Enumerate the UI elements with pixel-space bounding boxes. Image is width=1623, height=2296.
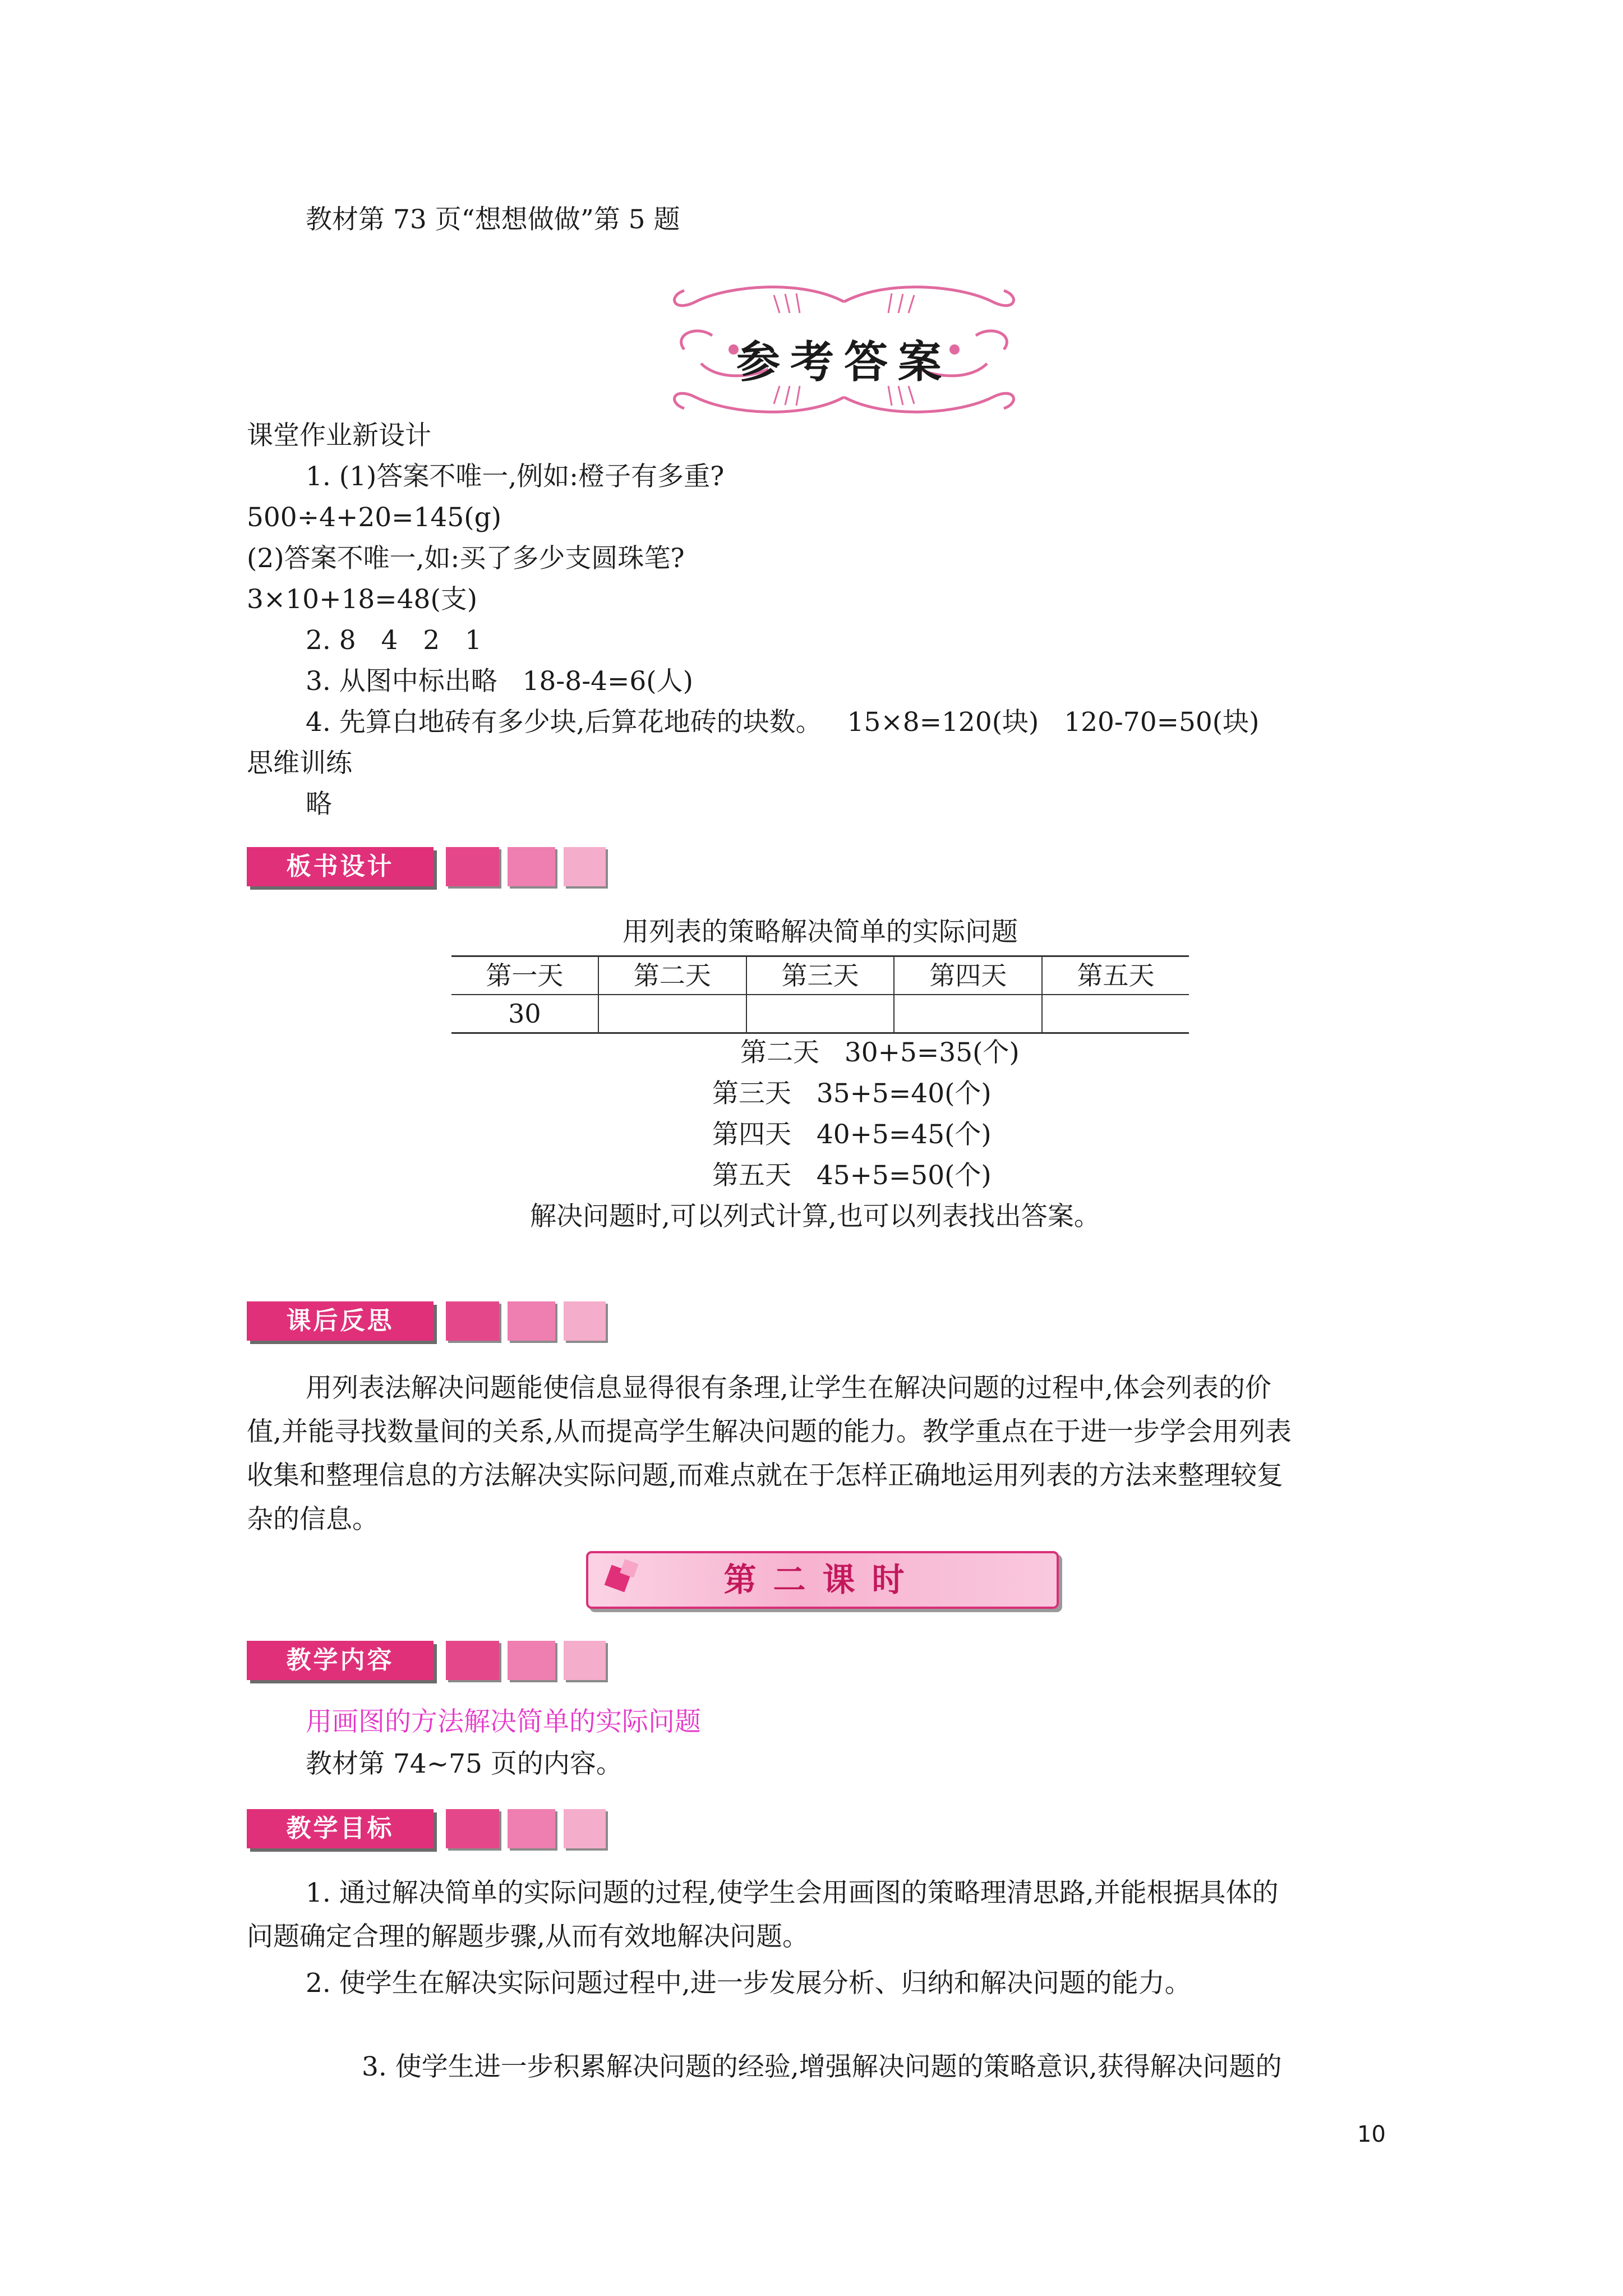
table-header-cell: 第一天 — [451, 956, 598, 995]
decor-square — [564, 847, 606, 886]
table-cell — [746, 995, 895, 1033]
table-header-cell: 第二天 — [598, 956, 746, 995]
decor-square — [564, 1301, 606, 1341]
board-step: 第四天 40+5=45(个) — [712, 1119, 992, 1150]
page-number: 10 — [1357, 2122, 1386, 2147]
board-step: 第三天 35+5=40(个) — [712, 1078, 992, 1109]
homework-q2: 2. 8 4 2 1 — [306, 625, 482, 656]
table-header-cell: 第三天 — [746, 956, 895, 995]
table-cell — [1042, 995, 1189, 1033]
answer-banner — [662, 279, 1026, 420]
goal-1-line-2: 问题确定合理的解题步骤,从而有效地解决问题。 — [247, 1921, 809, 1952]
goal-3: 3. 使学生进一步积累解决问题的经验,增强解决问题的策略意识,获得解决问题的 — [362, 2051, 1282, 2082]
reflection-label: 课后反思 — [247, 1301, 434, 1341]
table-header-cell: 第五天 — [1042, 956, 1189, 995]
table-header-cell: 第四天 — [894, 956, 1042, 995]
reflection-line: 用列表法解决问题能使信息显得很有条理,让学生在解决问题的过程中,体会列表的价 — [306, 1373, 1271, 1404]
board-step: 第二天 30+5=35(个) — [740, 1037, 1020, 1068]
board-title: 用列表的策略解决简单的实际问题 — [623, 917, 1018, 947]
content-topic: 用画图的方法解决简单的实际问题 — [306, 1706, 701, 1737]
intro-reference: 教材第 73 页“想想做做”第 5 题 — [306, 204, 680, 235]
answer-heading: 参考答案 — [736, 337, 952, 388]
decor-square — [446, 847, 499, 886]
lesson-title: 第二课时 — [723, 1561, 921, 1599]
homework-q3: 3. 从图中标出略 18-8-4=6(人) — [306, 666, 693, 697]
table-cell: 30 — [451, 995, 598, 1033]
thinking-heading: 思维训练 — [247, 748, 352, 779]
reflection-line: 值,并能寻找数量间的关系,从而提高学生解决问题的能力。教学重点在于进一步学会用列表 — [247, 1416, 1292, 1447]
decor-square — [446, 1301, 499, 1341]
reflection-section-bar — [247, 1301, 611, 1341]
board-conclusion: 解决问题时,可以列式计算,也可以列表找出答案。 — [530, 1201, 1100, 1232]
goals-section-bar — [247, 1809, 611, 1848]
content-label: 教学内容 — [247, 1641, 434, 1680]
goals-label: 教学目标 — [247, 1809, 434, 1848]
decor-square — [446, 1641, 499, 1680]
decor-square — [508, 847, 555, 886]
decor-square — [508, 1301, 555, 1341]
homework-q4: 4. 先算白地砖有多少块,后算花地砖的块数。 15×8=120(块) 120-70=50(块) — [306, 707, 1260, 738]
homework-q1a-calc: 500÷4+20=145(g) — [247, 502, 502, 533]
board-table — [451, 955, 1189, 1034]
homework-heading: 课堂作业新设计 — [247, 420, 431, 451]
table-cell — [598, 995, 746, 1033]
homework-q1b: (2)答案不唯一,如:买了多少支圆珠笔? — [247, 543, 685, 574]
homework-q1a: 1. (1)答案不唯一,例如:橙子有多重? — [306, 461, 725, 492]
thinking-answer: 略 — [306, 789, 332, 820]
board-section-bar — [247, 847, 611, 886]
content-section-bar — [247, 1641, 611, 1680]
content-reference: 教材第 74~75 页的内容。 — [306, 1749, 623, 1779]
reflection-line: 杂的信息。 — [247, 1504, 379, 1535]
board-step: 第五天 45+5=50(个) — [712, 1160, 992, 1191]
table-row — [451, 995, 1189, 1033]
board-label: 板书设计 — [247, 847, 434, 886]
homework-q1b-calc: 3×10+18=48(支) — [247, 584, 478, 615]
goal-1-line-1: 1. 通过解决简单的实际问题的过程,使学生会用画图的策略理清思路,并能根据具体的 — [306, 1878, 1279, 1908]
decor-square — [446, 1809, 499, 1848]
table-cell — [894, 995, 1042, 1033]
decor-square — [564, 1641, 606, 1680]
lesson-banner — [586, 1551, 1059, 1609]
decor-square — [564, 1809, 606, 1848]
reflection-line: 收集和整理信息的方法解决实际问题,而难点就在于怎样正确地运用列表的方法来整理较复 — [247, 1460, 1283, 1491]
decor-square — [508, 1641, 555, 1680]
goal-2: 2. 使学生在解决实际问题过程中,进一步发展分析、归纳和解决问题的能力。 — [306, 1968, 1191, 1999]
decor-square — [508, 1809, 555, 1848]
table-header-row — [451, 956, 1189, 995]
